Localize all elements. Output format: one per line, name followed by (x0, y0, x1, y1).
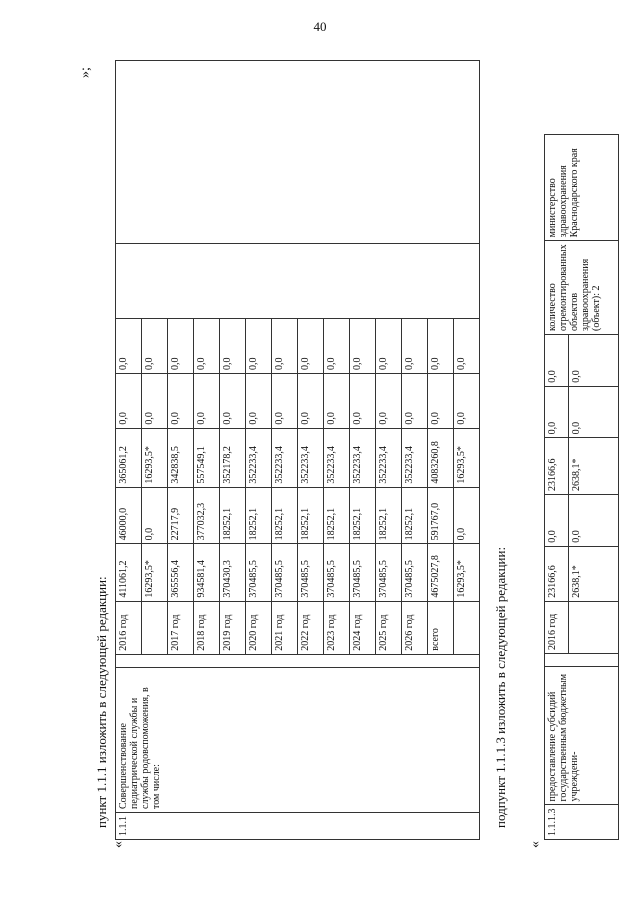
value-cell: 16293,5* (142, 544, 168, 601)
value-cell: 18252,1 (376, 487, 402, 544)
value-cell: 0,0 (298, 319, 324, 374)
value-cell: 0,0 (298, 373, 324, 428)
period-cell: 2016 год (545, 601, 569, 653)
value-cell: 22717,9 (168, 487, 194, 544)
value-cell: 370485,5 (324, 544, 350, 601)
value-cell: 370485,5 (246, 544, 272, 601)
table-row (116, 61, 142, 840)
value-cell: 0,0 (428, 373, 454, 428)
value-cell: 0,0 (220, 373, 246, 428)
value-cell: 0,0 (402, 319, 428, 374)
value-cell: 0,0 (142, 487, 168, 544)
value-cell: 0,0 (376, 373, 402, 428)
period-cell: 2019 год (220, 601, 246, 654)
value-cell: 46000,0 (116, 487, 142, 544)
value-cell: 342838,5 (168, 428, 194, 487)
value-cell: 352233,4 (298, 428, 324, 487)
result-cell: количество отремонтированных объектов здравоохранения (объект): 2 (545, 241, 619, 335)
value-cell: 591767,0 (428, 487, 454, 544)
value-cell: 18252,1 (272, 487, 298, 544)
value-cell: 352233,4 (246, 428, 272, 487)
value-cell: 0,0 (545, 335, 569, 387)
period-cell (569, 601, 619, 653)
value-cell: 377032,3 (194, 487, 220, 544)
quote-close: »; (78, 67, 93, 78)
value-cell: 16293,5* (454, 428, 480, 487)
value-cell: 0,0 (194, 373, 220, 428)
value-cell: 0,0 (454, 487, 480, 544)
value-cell: 0,0 (116, 373, 142, 428)
period-cell: 2024 год (350, 601, 376, 654)
value-cell: 0,0 (272, 373, 298, 428)
spacer-cell (545, 653, 619, 666)
value-cell: 0,0 (168, 373, 194, 428)
value-cell: 0,0 (324, 373, 350, 428)
value-cell: 23166,6 (545, 546, 569, 601)
subitem-code: 1.1.1.3 (545, 805, 619, 840)
value-cell: 0,0 (168, 319, 194, 374)
value-cell: 0,0 (142, 319, 168, 374)
value-cell: 0,0 (194, 319, 220, 374)
value-cell: 0,0 (220, 319, 246, 374)
value-cell: 18252,1 (402, 487, 428, 544)
value-cell: 0,0 (569, 495, 619, 547)
value-cell: 0,0 (402, 373, 428, 428)
item-name: Совершенствование педиатрической службы и службы родовспоможения, в том числе: (116, 668, 480, 813)
value-cell: 0,0 (350, 373, 376, 428)
result-cell (116, 244, 480, 319)
executor-cell (116, 61, 480, 244)
value-cell: 18252,1 (220, 487, 246, 544)
value-cell: 16293,5* (454, 544, 480, 601)
quote-open-2: « (528, 841, 543, 848)
value-cell: 0,0 (142, 373, 168, 428)
period-cell (142, 601, 168, 654)
rotated-sheet (78, 60, 640, 850)
value-cell: 0,0 (324, 319, 350, 374)
value-cell: 370485,5 (376, 544, 402, 601)
value-cell: 365556,4 (168, 544, 194, 601)
period-cell: 2017 год (168, 601, 194, 654)
value-cell: 370485,5 (272, 544, 298, 601)
value-cell: 370485,5 (402, 544, 428, 601)
period-cell: 2016 год (116, 601, 142, 654)
value-cell: 18252,1 (246, 487, 272, 544)
value-cell: 0,0 (569, 335, 619, 387)
table-row (545, 61, 569, 840)
heading-item-1-1-1: пункт 1.1.1 изложить в следующей редакции: (94, 576, 109, 828)
value-cell: 2638,1* (569, 546, 619, 601)
period-cell: 2026 год (402, 601, 428, 654)
value-cell: 411061,2 (116, 544, 142, 601)
value-cell: 0,0 (246, 373, 272, 428)
value-cell: 4675027,8 (428, 544, 454, 601)
value-cell: 352178,2 (220, 428, 246, 487)
value-cell: 0,0 (376, 319, 402, 374)
period-cell (454, 601, 480, 654)
value-cell: 370485,5 (350, 544, 376, 601)
value-cell: 0,0 (350, 319, 376, 374)
heading-subitem-1-1-1-3: подпункт 1.1.1.3 изложить в следующей редакции: (493, 546, 508, 828)
spacer-cell (116, 654, 480, 667)
value-cell: 0,0 (454, 373, 480, 428)
value-cell: 4083260,8 (428, 428, 454, 487)
value-cell: 0,0 (454, 319, 480, 374)
table-item-1-1-1 (115, 60, 480, 840)
value-cell: 370485,5 (298, 544, 324, 601)
value-cell: 352233,4 (350, 428, 376, 487)
table1-body (116, 61, 480, 840)
period-cell: 2023 год (324, 601, 350, 654)
value-cell: 0,0 (272, 319, 298, 374)
value-cell: 0,0 (116, 319, 142, 374)
value-cell: 352233,4 (272, 428, 298, 487)
value-cell: 2638,1* (569, 438, 619, 495)
value-cell: 352233,4 (376, 428, 402, 487)
value-cell: 18252,1 (324, 487, 350, 544)
value-cell: 0,0 (569, 386, 619, 438)
period-cell: всего (428, 601, 454, 654)
quote-open-1: « (111, 841, 126, 848)
value-cell: 0,0 (545, 495, 569, 547)
value-cell: 0,0 (246, 319, 272, 374)
table2-body (545, 61, 619, 840)
table-subitem-1-1-1-3 (544, 60, 619, 840)
value-cell: 0,0 (428, 319, 454, 374)
value-cell: 370430,3 (220, 544, 246, 601)
value-cell: 365061,2 (116, 428, 142, 487)
value-cell: 16293,5* (142, 428, 168, 487)
executor-cell: министерство здравоохранения Краснодарского края (545, 134, 619, 241)
period-cell: 2025 год (376, 601, 402, 654)
period-cell: 2020 год (246, 601, 272, 654)
item-code: 1.1.1 (116, 813, 480, 840)
value-cell: 352233,4 (402, 428, 428, 487)
period-cell: 2022 год (298, 601, 324, 654)
value-cell: 18252,1 (298, 487, 324, 544)
subitem-name: предоставление субсидий государственным бюджетным учреждени- (545, 666, 619, 805)
value-cell: 23166,6 (545, 438, 569, 495)
value-cell: 352233,4 (324, 428, 350, 487)
value-cell: 18252,1 (350, 487, 376, 544)
value-cell: 0,0 (545, 386, 569, 438)
period-cell: 2018 год (194, 601, 220, 654)
value-cell: 934581,4 (194, 544, 220, 601)
page-number: 40 (313, 19, 327, 34)
value-cell: 557549,1 (194, 428, 220, 487)
period-cell: 2021 год (272, 601, 298, 654)
